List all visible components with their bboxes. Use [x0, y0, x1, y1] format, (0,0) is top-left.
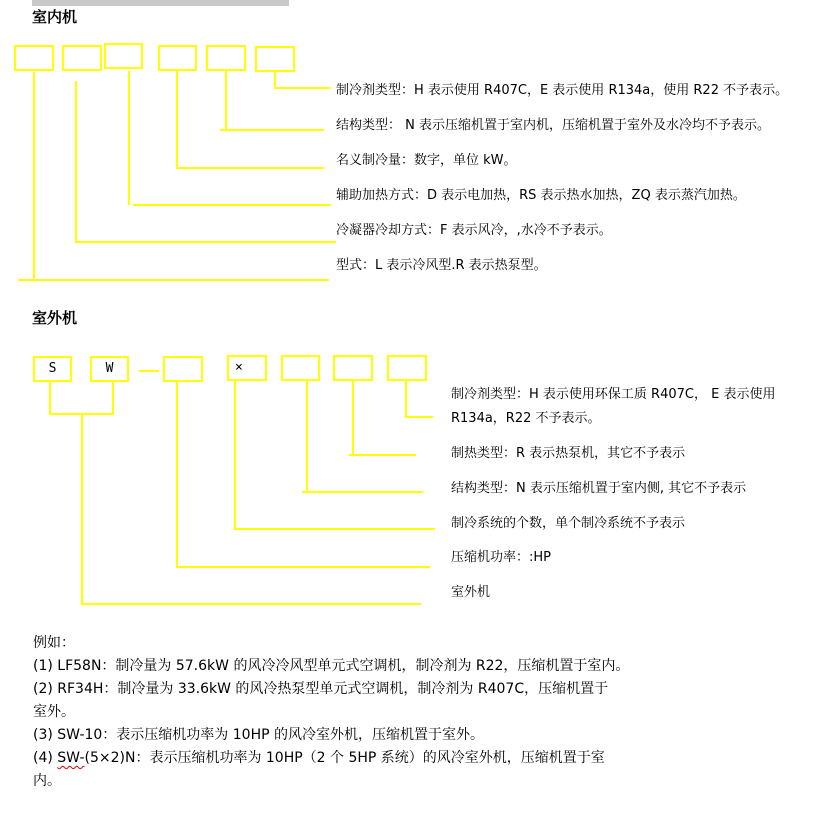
- outdoor-code-w: W: [105, 361, 114, 376]
- spellcheck-underlined-text: SW-: [57, 750, 85, 766]
- indoor-label-refrigerant-type: 制冷剂类型：H 表示使用 R407C，E 表示使用 R134a，使用 R22 不予表示。: [336, 83, 789, 98]
- outdoor-label-heating-type: 制热类型：R 表示热泵机，其它不予表示: [451, 446, 686, 461]
- outdoor-connector-h3: [176, 566, 430, 568]
- outdoor-connector-v4: [234, 381, 236, 530]
- indoor-connector-h2: [75, 241, 336, 243]
- outdoor-connector-h7: [405, 416, 433, 418]
- outdoor-heading: 室外机: [32, 309, 78, 327]
- outdoor-label-system-count: 制冷系统的个数，单个制冷系统不予表示: [451, 516, 686, 531]
- outdoor-code-box-refrigerant: [387, 355, 427, 381]
- outdoor-connector-v3: [176, 382, 178, 568]
- indoor-code-box-5: [206, 45, 246, 71]
- multiply-icon: ×: [235, 360, 243, 375]
- indoor-connector-v1: [33, 72, 35, 281]
- examples-heading: 例如：: [33, 635, 75, 651]
- outdoor-label-compressor-power: 压缩机功率：:HP: [451, 550, 551, 565]
- outdoor-connector-h4: [234, 528, 435, 530]
- outdoor-bracket-w-drop: [112, 382, 114, 415]
- indoor-connector-v4: [176, 70, 178, 169]
- indoor-code-box-4: [158, 45, 197, 71]
- outdoor-connector-v1: [81, 414, 83, 605]
- example-2: (2) RF34H：制冷量为 33.6kW 的风冷热泵型单元式空调机，制冷剂为 R407C，压缩机置于: [33, 681, 609, 697]
- indoor-code-box-1: [14, 45, 54, 71]
- outdoor-label-refrigerant-type: 制冷剂类型：H 表示使用环保工质 R407C， E 表示使用: [451, 387, 776, 402]
- outdoor-label-structure-type: 结构类型：N 表示压缩机置于室内侧, 其它不予表示: [451, 481, 747, 496]
- indoor-code-box-6: [255, 46, 295, 72]
- indoor-code-box-2: [62, 45, 102, 71]
- indoor-code-box-3: [104, 43, 143, 69]
- indoor-connector-v2: [75, 81, 77, 243]
- example-4-rest: (5×2)N：表示压缩机功率为 10HP（2 个 5HP 系统）的风冷室外机，压缩机置于室: [84, 750, 605, 766]
- example-3: (3) SW-10：表示压缩机功率为 10HP 的风冷室外机，压缩机置于室外。: [33, 727, 484, 743]
- indoor-label-nominal-capacity: 名义制冷量：数字，单位 kW。: [336, 153, 517, 168]
- indoor-heading: 室内机: [32, 8, 78, 26]
- outdoor-code-box-count: [227, 355, 267, 381]
- top-bar: [32, 0, 289, 6]
- indoor-label-model-type: 型式：L 表示冷风型.R 表示热泵型。: [336, 258, 547, 273]
- indoor-connector-h5: [220, 129, 324, 131]
- indoor-label-structure-type: 结构类型： N 表示压缩机置于室内机，压缩机置于室外及水冷均不予表示。: [336, 118, 770, 133]
- outdoor-connector-h5: [302, 491, 423, 493]
- outdoor-code-box-structure: [281, 355, 320, 381]
- outdoor-label-refrigerant-type-cont: R134a，R22 不予表示。: [451, 411, 601, 426]
- example-2-cont: 室外。: [33, 704, 75, 720]
- outdoor-bracket-s-drop: [49, 382, 51, 415]
- outdoor-code-s: S: [48, 361, 57, 376]
- outdoor-connector-v7: [405, 380, 407, 417]
- indoor-label-aux-heating: 辅助加热方式：D 表示电加热，RS 表示热水加热，ZQ 表示蒸汽加热。: [336, 188, 746, 203]
- indoor-connector-h4: [176, 167, 324, 169]
- outdoor-code-box-w: [90, 356, 129, 382]
- example-4-prefix: (4): [33, 750, 58, 766]
- outdoor-dash: [139, 370, 159, 372]
- outdoor-label-outdoor-unit: 室外机: [451, 585, 491, 600]
- outdoor-connector-v6: [352, 380, 354, 456]
- outdoor-code-box-heating: [333, 355, 373, 381]
- outdoor-connector-h1: [81, 603, 421, 605]
- outdoor-code-box-power: [163, 356, 203, 382]
- indoor-connector-v3: [128, 71, 130, 205]
- indoor-label-condenser-cooling: 冷凝器冷却方式：F 表示风冷，,水冷不予表示。: [336, 223, 612, 238]
- outdoor-connector-h6: [349, 454, 416, 456]
- outdoor-connector-v5: [306, 380, 308, 493]
- indoor-connector-h6: [274, 87, 331, 89]
- example-1: (1) LF58N：制冷量为 57.6kW 的风冷冷风型单元式空调机，制冷剂为 R22，压缩机置于室内。: [33, 658, 630, 674]
- indoor-connector-h3: [133, 204, 331, 206]
- indoor-connector-v5: [225, 70, 227, 131]
- example-4-cont: 内。: [33, 773, 61, 789]
- example-4: [33, 747, 733, 770]
- outdoor-code-box-s: [33, 356, 72, 382]
- examples-section: [33, 632, 733, 793]
- indoor-connector-h1: [18, 279, 329, 281]
